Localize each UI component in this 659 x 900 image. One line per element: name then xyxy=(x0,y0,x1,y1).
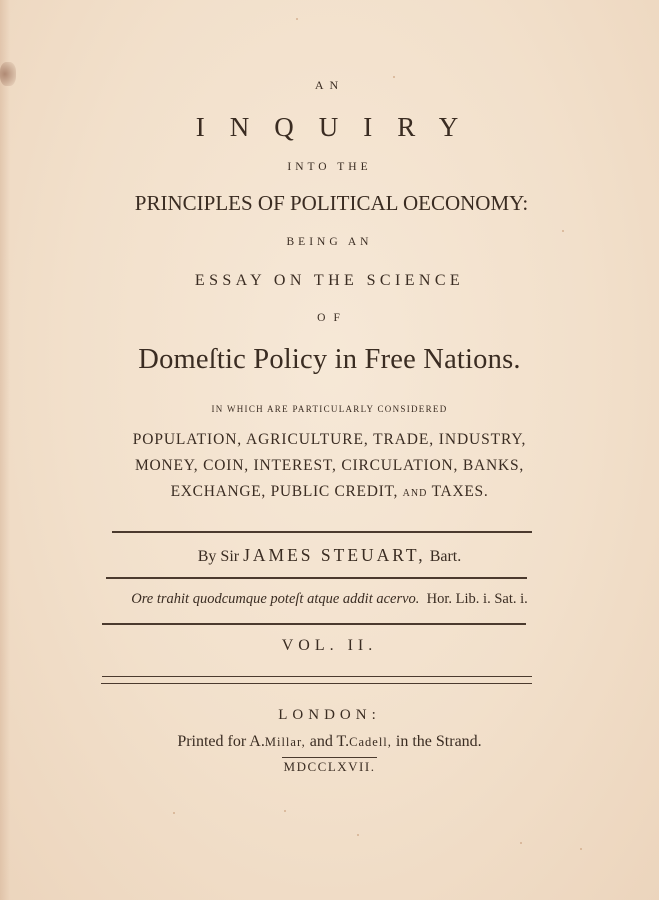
epigraph-source: Hor. Lib. i. Sat. i. xyxy=(426,591,528,607)
printer-mid: and T. xyxy=(309,733,350,750)
rule-divider xyxy=(106,577,527,579)
author-name: JAMES STEUART, xyxy=(243,545,426,565)
printer-cadell: Cadell, xyxy=(349,735,392,749)
topics-line-1: POPULATION, AGRICULTURE, TRADE, INDUSTRY, xyxy=(132,431,527,448)
title-main: INQUIRY xyxy=(195,112,484,142)
printer-suffix: in the Strand. xyxy=(395,733,482,750)
title-article: AN xyxy=(314,78,345,92)
epigraph-text: Ore trahit quodcumque poteſt atque addit acervo. xyxy=(131,591,420,607)
title-connector: INTO THE xyxy=(287,161,372,173)
topics-line-3-start: EXCHANGE, PUBLIC CREDIT, xyxy=(170,483,399,500)
imprint-date: MDCCLXVII. xyxy=(283,759,376,774)
foxing-speck xyxy=(562,230,564,232)
subtitle-essay: ESSAY ON THE SCIENCE xyxy=(194,272,465,289)
topics-line-2: MONEY, COIN, INTEREST, CIRCULATION, BANKS, xyxy=(134,457,525,474)
foxing-speck xyxy=(173,812,175,814)
subtitle-being: BEING AN xyxy=(286,236,373,248)
author-line xyxy=(0,545,659,566)
imprint-printers xyxy=(0,733,659,751)
imprint-date-line xyxy=(0,757,659,775)
double-rule-top xyxy=(102,676,532,677)
volume-number: VOL. II. xyxy=(281,637,378,654)
topics-line-3 xyxy=(0,483,659,501)
topics-line-3-end: TAXES. xyxy=(431,483,489,500)
rule-divider xyxy=(112,531,532,533)
printer-millar: Millar, xyxy=(264,735,306,749)
subtitle-domestic-policy: Domeſtic Policy in Free Nations. xyxy=(138,344,521,375)
foxing-speck xyxy=(580,848,582,850)
author-prefix: By Sir xyxy=(197,548,240,565)
imprint-place: LONDON: xyxy=(278,707,381,723)
topics-intro: IN WHICH ARE PARTICULARLY CONSIDERED xyxy=(211,404,448,414)
rule-divider xyxy=(102,623,526,625)
printer-prefix: Printed for A. xyxy=(177,733,265,750)
title-subject: PRINCIPLES OF POLITICAL OECONOMY: xyxy=(134,191,529,215)
foxing-speck xyxy=(296,18,298,20)
foxing-speck xyxy=(520,842,522,844)
epigraph-line xyxy=(0,591,659,608)
topics-and: AND xyxy=(402,488,428,499)
double-rule-bottom xyxy=(101,683,532,684)
foxing-speck xyxy=(357,834,359,836)
subtitle-of: OF xyxy=(317,312,348,324)
author-suffix: Bart. xyxy=(429,548,462,565)
foxing-speck xyxy=(284,810,286,812)
